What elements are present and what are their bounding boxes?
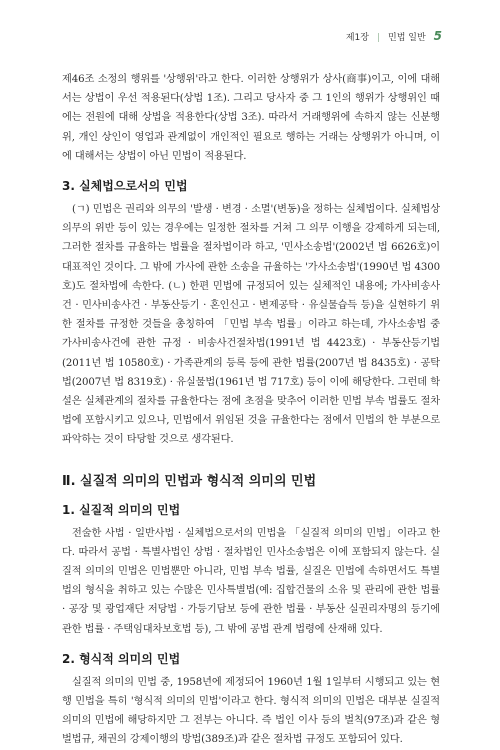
intro-paragraph: 제46조 소정의 행위를 '상행위'라고 한다. 이러한 상행위가 상사(商事)이고, 이에 대해서는 상법이 우선 적용된다(상법 1조). 그리고 당사자 중 그 1인의 행위가 상행위인 때에는 전원에 대해 상법을 적용한다(상법 3조). 따라서 거래행위에 속하지 않는 신분행위, 개인 상인이 영업과 관계없이 개인적인 필요로 행하는 거래는 상행위가 아니며, 이에 대해서는 상법이 아닌 민법이 적용된다. xyxy=(62,74,440,162)
section-1-heading: 1. 실질적 의미의 민법 xyxy=(62,502,181,517)
section-3-paragraph: (ㄱ) 민법은 권리와 의무의 '발생 · 변경 · 소멸'(변동)을 정하는 실체법이다. 실체법상 의무의 위반 등이 있는 경우에는 일정한 절차를 거쳐 그 의무 이행을 강제하게 되는데, 그러한 절차를 규율하는 법률을 절차법이라 하고, '민사소송법'(2002년 법 6626호)이 대표적인 것이다. 그 밖에 가사에 관한 소송을 규율하는 '가사소송법'(1990년 법 4300호)도 절차법에 속한다. (ㄴ) 한편 민법에 규정되어 있는 실체적인 내용에; 가사비송사건 · 민사비송사건 · 부동산등기 · 혼인신고 · 변제공탁 · 유실물습득 등)을 실현하기 위한 절차를 규정한 것들을 총칭하여 「민법 부속 법률」이라고 하는데, 가사소송법 중 가사비송사건에 관한 규정 · 비송사건절차법(1991년 법 4423호) · 부동산등기법(2011년 법 10580호) · 가족관계의 등록 등에 관한 법률(2007년 법 8435호) · 공탁법(2007년 법 8319호) · 유실물법(1961년 법 717호) 등이 이에 해당한다. 그런데 학설은 실체관계의 절차를 규율한다는 점에 초점을 맞추어 이러한 민법 부속 법률도 절차법에 포함시키고 있으나, 민법에서 위임된 것을 규율한다는 점에서 민법의 한 부분으로 파악하는 것이 타당할 것으로 생각된다. xyxy=(62,204,440,446)
page-number: 5 xyxy=(433,29,442,43)
chapter-label: 제1장 xyxy=(345,33,369,43)
section-2-heading: 2. 형식적 의미의 민법 xyxy=(62,651,181,666)
running-header xyxy=(346,29,442,43)
section-1-paragraph: 전술한 사법 · 일반사법 · 실체법으로서의 민법을 「실질적 의미의 민법」이라고 한다. 따라서 공법 · 특별사법인 상법 · 절차법인 민사소송법은 이에 포함되지 않는다. 실질적 의미의 민법은 민법뿐만 아니라, 민법 부속 법률, 실질은 민법에 속하면서도 특별법의 형식을 취하고 있는 수많은 민사특별법(예: 집합건물의 소유 및 관리에 관한 법률 · 공장 및 광업재단 저당법 · 가등기담보 등에 관한 법률 · 부동산 실권리자명의 등기에 관한 법률 · 주택임대차보호법 등), 그 밖에 공법 관계 법령에 산재해 있다. xyxy=(62,527,440,635)
header-divider: | xyxy=(376,33,380,43)
section-2-paragraph: 실질적 의미의 민법 중, 1958년에 제정되어 1960년 1월 1일부터 시행되고 있는 현행 민법을 특히 '형식적 의미의 민법'이라고 한다. 형식적 의미의 민법은 대부분 실질적 의미의 민법에 해당하지만 그 전부는 아니다. 즉 법인 이사 등의 벌칙(97조)과 같은 형벌법규, 채권의 강제이행의 방법(389조)과 같은 절차법 규정도 포함되어 있다. xyxy=(62,676,440,746)
section-3-heading: 3. 실체법으로서의 민법 xyxy=(62,179,188,194)
chapter-title: 민법 일반 xyxy=(388,33,426,43)
part-II-heading: Ⅱ. 실질적 의미의 민법과 형식적 의미의 민법 xyxy=(62,473,317,489)
body-text xyxy=(62,70,440,750)
